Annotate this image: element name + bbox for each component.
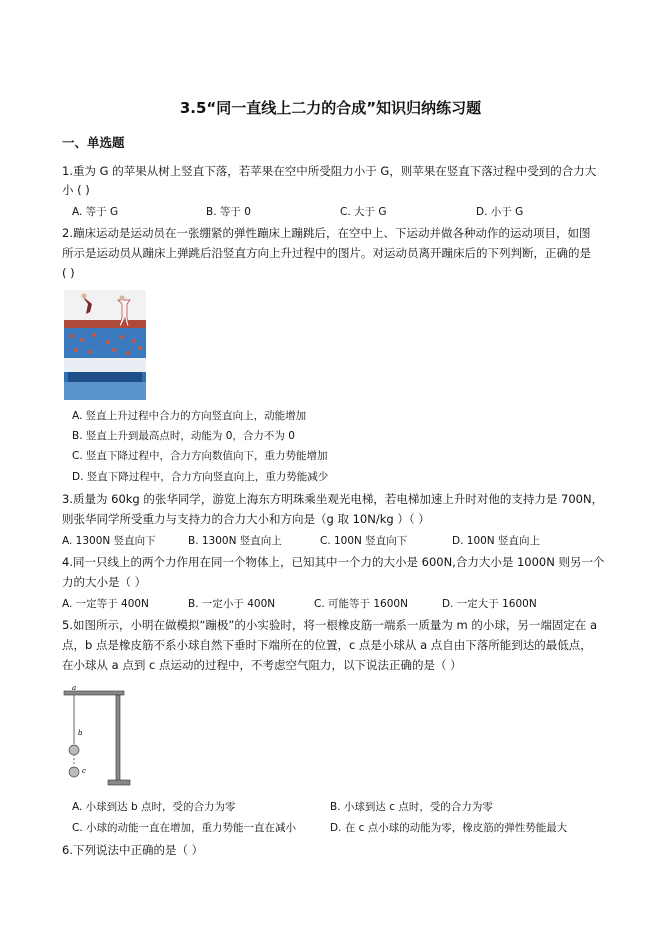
- q3-option-d: D. 100N 竖直向上: [452, 535, 540, 547]
- q1-option-c: C. 大于 G: [340, 206, 387, 218]
- q1-option-d: D. 小于 G: [476, 206, 524, 218]
- q5-stem-line3: 在小球从 a 点到 c 点运动的过程中，不考虑空气阻力，以下说法正确的是（ ）: [62, 658, 462, 672]
- q3-stem-line1: 3.质量为 60kg 的张华同学，游览上海东方明珠乘坐观光电梯，若电梯加速上升时对他的支持力是 700N，: [62, 492, 604, 506]
- q2-stem-line1: 2.蹦床运动是运动员在一张绷紧的弹性蹦床上蹦跳后，在空中上、下运动并做各种动作的运动项目，如图: [62, 226, 591, 240]
- q4-option-b: B. 一定小于 400N: [188, 598, 276, 610]
- q2-stem-line2: 所示是运动员从蹦床上弹跳后沿竖直方向上升过程中的图片。对运动员离开蹦床后的下列判断，正确的是: [62, 246, 591, 260]
- q5-option-a: A. 小球到达 b 点时，受的合力为零: [72, 801, 236, 813]
- q2-option-a: A. 竖直上升过程中合力的方向竖直向上，动能增加: [72, 410, 307, 422]
- bungee-diagram: [62, 684, 132, 790]
- q1-option-a: A. 等于 G: [72, 206, 119, 218]
- page-title: 3.5“同一直线上二力的合成”知识归纳练习题: [179, 99, 482, 117]
- q4-option-c: C. 可能等于 1600N: [314, 598, 408, 610]
- q3-option-c: C. 100N 竖直向下: [320, 535, 408, 547]
- q4-stem-line1: 4.同一只线上的两个力作用在同一个物体上，已知其中一个力的大小是 600N,合力大小是 1000N 则另一个: [62, 555, 605, 569]
- q3-option-a: A. 1300N 竖直向下: [62, 535, 156, 547]
- q2-stem-line3: ( ): [62, 266, 75, 280]
- q5-option-d: D. 在 c 点小球的动能为零，橡皮筋的弹性势能最大: [330, 822, 568, 834]
- q5-option-c: C. 小球的动能一直在增加，重力势能一直在减小: [72, 822, 297, 834]
- label-a: a: [72, 684, 77, 692]
- trampoline-photo: [64, 290, 146, 400]
- q3-stem-line2: 则张华同学所受重力与支持力的合力大小和方向是（g 取 10N/kg ）（ ）: [62, 512, 430, 526]
- q3-option-b: B. 1300N 竖直向上: [188, 535, 282, 547]
- section-heading: 一、单选题: [62, 135, 125, 150]
- q1-option-b: B. 等于 0: [206, 206, 251, 218]
- label-c: c: [82, 767, 86, 775]
- q2-option-c: C. 竖直下降过程中，合力方向数值向下，重力势能增加: [72, 450, 328, 462]
- q4-option-a: A. 一定等于 400N: [62, 598, 149, 610]
- q5-stem-line2: 点，b 点是橡皮筋不系小球自然下垂时下端所在的位置，c 点是小球从 a 点自由下落所能到达的最低点，: [62, 638, 592, 652]
- q6-stem-line1: 6.下列说法中正确的是（ ）: [62, 843, 204, 857]
- q2-option-d: D. 竖直下降过程中，合力方向竖直向上，重力势能减少: [72, 471, 329, 483]
- label-b: b: [78, 729, 83, 737]
- q1-stem-line1: 1.重为 G 的苹果从树上竖直下落，若苹果在空中所受阻力小于 G，则苹果在竖直下落过程中受到的合力大: [62, 164, 597, 178]
- q1-stem-line2: 小 ( ): [62, 183, 90, 197]
- q5-stem-line1: 5.如图所示，小明在做模拟“蹦极”的小实验时，将一根橡皮筋一端系一质量为 m 的小球，另一端固定在 a: [62, 618, 598, 632]
- q2-option-b: B. 竖直上升到最高点时，动能为 0，合力不为 0: [72, 430, 295, 442]
- q4-option-d: D. 一定大于 1600N: [442, 598, 537, 610]
- q4-stem-line2: 力的大小是（ ）: [62, 575, 147, 589]
- q5-option-b: B. 小球到达 c 点时，受的合力为零: [330, 801, 493, 813]
